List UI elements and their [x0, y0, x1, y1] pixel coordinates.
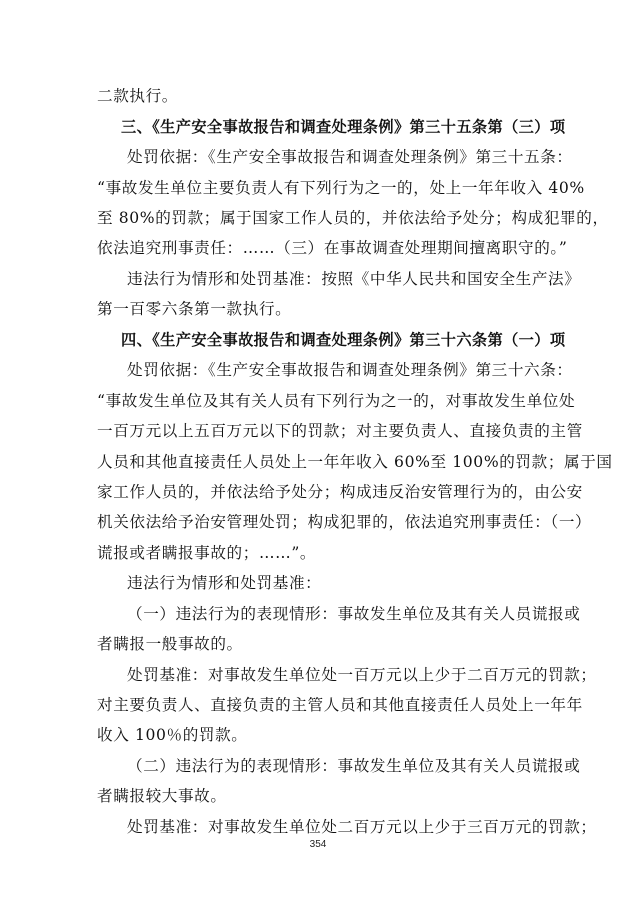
text-line: “事故发生单位及其有关人员有下列行为之一的，对事故发生单位处 — [97, 392, 576, 410]
text-line: 对主要负责人、直接负责的主管人员和其他直接责任人员处上一年年 — [97, 696, 583, 714]
text-line: （一）违法行为的表现情形：事故发生单位及其有关人员谎报或 — [127, 605, 581, 623]
text-line: 处罚依据：《生产安全事故报告和调查处理条例》第三十五条： — [127, 148, 573, 166]
text-line: 处罚依据：《生产安全事故报告和调查处理条例》第三十六条： — [127, 361, 573, 379]
text-line: 者瞒报较大事故。 — [97, 787, 227, 805]
text-line: 处罚基准：对事故发生单位处二百万元以上少于三百万元的罚款； — [127, 818, 597, 836]
section-heading: 三、《生产安全事故报告和调查处理条例》第三十五条第（三）项 — [121, 118, 566, 136]
text-line: 依法追究刑事责任：……（三）在事故调查处理期间擅离职守的。” — [97, 239, 568, 257]
text-line: 处罚基准：对事故发生单位处一百万元以上少于二百万元的罚款； — [127, 666, 597, 684]
text-line: 者瞒报一般事故的。 — [97, 635, 243, 653]
text-line: 谎报或者瞒报事故的；……”。 — [97, 544, 317, 562]
text-line: 违法行为情形和处罚基准：按照《中华人民共和国安全生产法》 — [127, 270, 581, 288]
text-line: 家工作人员的，并依法给予处分；构成违反治安管理行为的，由公安 — [97, 483, 583, 501]
text-line: “事故发生单位主要负责人有下列行为之一的，处上一年年收入 40% — [97, 179, 585, 197]
text-line: 机关依法给予治安管理处罚；构成犯罪的，依法追究刑事责任：（一） — [97, 513, 592, 531]
text-line: 二款执行。 — [97, 87, 178, 105]
section-heading: 四、《生产安全事故报告和调查处理条例》第三十六条第（一）项 — [121, 331, 566, 349]
text-line: （二）违法行为的表现情形：事故发生单位及其有关人员谎报或 — [127, 757, 581, 775]
text-line: 收入 100％的罚款。 — [97, 726, 248, 744]
text-line: 违法行为情形和处罚基准： — [127, 574, 322, 592]
text-line: 人员和其他直接责任人员处上一年年收入 60%至 100%的罚款；属于国 — [97, 453, 613, 471]
text-line: 一百万元以上五百万元以下的罚款；对主要负责人、直接负责的主管 — [97, 422, 583, 440]
text-line: 至 80%的罚款；属于国家工作人员的，并依法给予处分；构成犯罪的， — [97, 209, 609, 227]
text-line: 第一百零六条第一款执行。 — [97, 300, 292, 318]
page-number: 354 — [309, 839, 327, 850]
